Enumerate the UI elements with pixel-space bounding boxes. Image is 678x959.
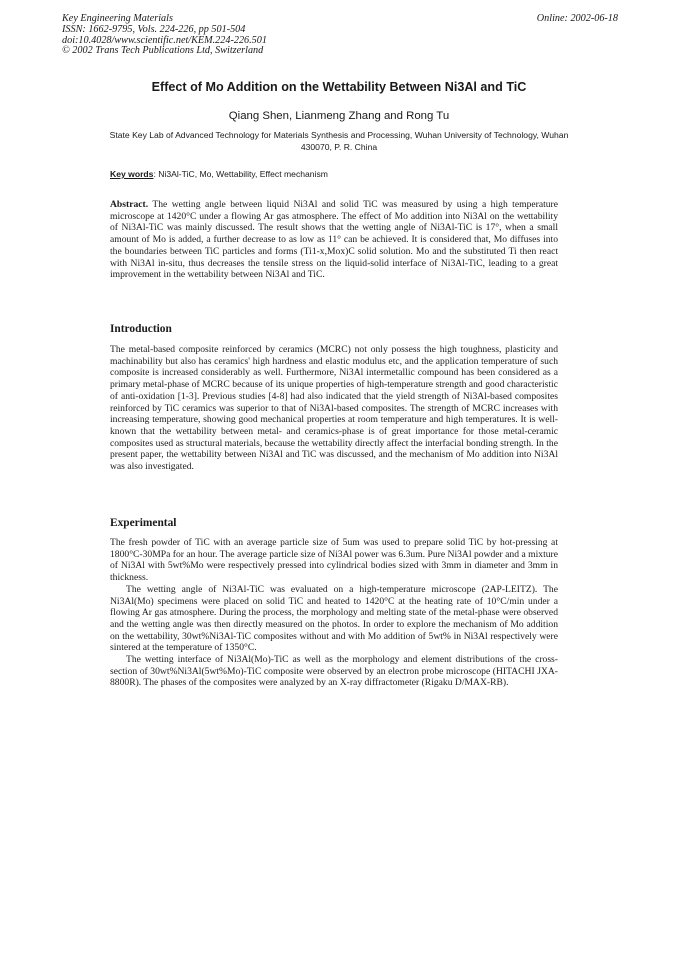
abstract-text: The wetting angle between liquid Ni3Al and solid TiC was measured by using a high temperature microscope at 1420°C under a flowing Ar gas atmosphere. The effect of Mo addition into Ni3Al on the wettability of Ni3Al-TiC was mainly discussed. The result shows that the wetting angle of Ni3Al-TiC is 17°, when a small amount of Mo is added, a further decrease to as low as 11° can be achieved. It is considered that, Mo diffuses into the boundaries between TiC particles and forms (Ti1-x,Mox)C solid solution. Mo and the substituted Ti then react with Ni3Al in-situ, thus decreases the tensile stress on the liquid-solid interface of Ni3Al-TiC, leading to a great improvement in the wettability between Ni3Al and TiC. (110, 199, 558, 281)
introduction-heading: Introduction (110, 323, 172, 335)
online-date: Online: 2002-06-18 (536, 13, 618, 24)
introduction-text: The metal-based composite reinforced by ceramics (MCRC) not only possess the high toughness, plasticity and machinability but also has ceramics' high hardness and elastic modulus etc, and the application temperature of such composite is increased considerably as well. Furthermore, Ni3Al intermetallic compound has been considered as a primary metal-phase of MCRC because of its unique properties of high-temperature strength and good characteristic of anti-oxidation [1-3]. Previous studies [4-8] had also indicated that the yield strength of Ni3Al-based composites reinforced by TiC ceramics was superior to that of Ni3Al-based composites. The strength of MCRC increases with increasing temperature, showing good mechanical properties at room temperature and high temperatures. It is well-known that the wettability between metal- and ceramics-phase is of great importance for those metal-ceramic composites used as structural materials, because the wettability directly affect the interfacial bonding strength. In the present paper, the wettability between Ni3Al and TiC was discussed, and the mechanism of Mo addition into Ni3Al was also investigated. (110, 344, 558, 473)
journal-name: Key Engineering Materials (62, 13, 173, 24)
experimental-paragraph-1: The fresh powder of TiC with an average particle size of 5um was used to prepare solid TiC by hot-pressing at 1800°C-30MPa for an hour. The average particle size of Ni3Al power was 6.3um. Pure Ni3Al powder and a mixture of Ni3Al with 5wt%Mo were respectively pressed into cylindrical bodies sized with 3mm in diameter and 3mm in thickness. (110, 537, 558, 584)
experimental-section (110, 537, 558, 689)
abstract (110, 199, 558, 281)
affiliation: State Key Lab of Advanced Technology for Materials Synthesis and Processing, Wuhan University of Technology, Wuhan 430070, P. R. China (109, 130, 569, 152)
copyright-line: © 2002 Trans Tech Publications Ltd, Switzerland (62, 45, 264, 57)
abstract-label: Abstract. (110, 199, 149, 210)
experimental-paragraph-3: The wetting interface of Ni3Al(Mo)-TiC as well as the morphology and element distributions of the cross-section of 30wt%Ni3Al(5wt%Mo)-TiC composite were observed by an electron probe microscope (HITACHI JXA-8800R). The phases of the composites were analyzed by an X-ray diffractometer (Rigaku D/MAX-RB). (110, 654, 558, 689)
keywords-label: Key words (110, 169, 154, 179)
keywords-text: Ni3Al-TiC, Mo, Wettability, Effect mechanism (158, 169, 328, 179)
issn-line: ISSN: 1662-9795, Vols. 224-226, pp 501-504 (62, 23, 246, 35)
journal-header (62, 14, 618, 57)
paper-authors: Qiang Shen, Lianmeng Zhang and Rong Tu (228, 110, 450, 122)
keywords: Key words: Ni3Al-TiC, Mo, Wettability, Effect mechanism (110, 169, 328, 179)
doi-line: doi:10.4028/www.scientific.net/KEM.224-226.501 (62, 34, 267, 46)
experimental-heading: Experimental (110, 517, 177, 529)
paper-title: Effect of Mo Addition on the Wettability Between Ni3Al and TiC (151, 80, 527, 94)
experimental-paragraph-2: The wetting angle of Ni3Al-TiC was evaluated on a high-temperature microscope (2AP-LEITZ). The Ni3Al(Mo) specimens were placed on solid TiC and heated to 1420°C at the heating rate of 10°C/min under a flowing Ar gas atmosphere. During the process, the morphology and melting state of the metal-phase were observed and the wetting angle was then directly measured on the photos. In order to explore the mechanism of Mo addition on the wettability, 30wt%Ni3Al-TiC composites without and with Mo addition of 5wt% in Ni3Al respectively were sintered at the temperature of 1350°C. (110, 583, 558, 654)
